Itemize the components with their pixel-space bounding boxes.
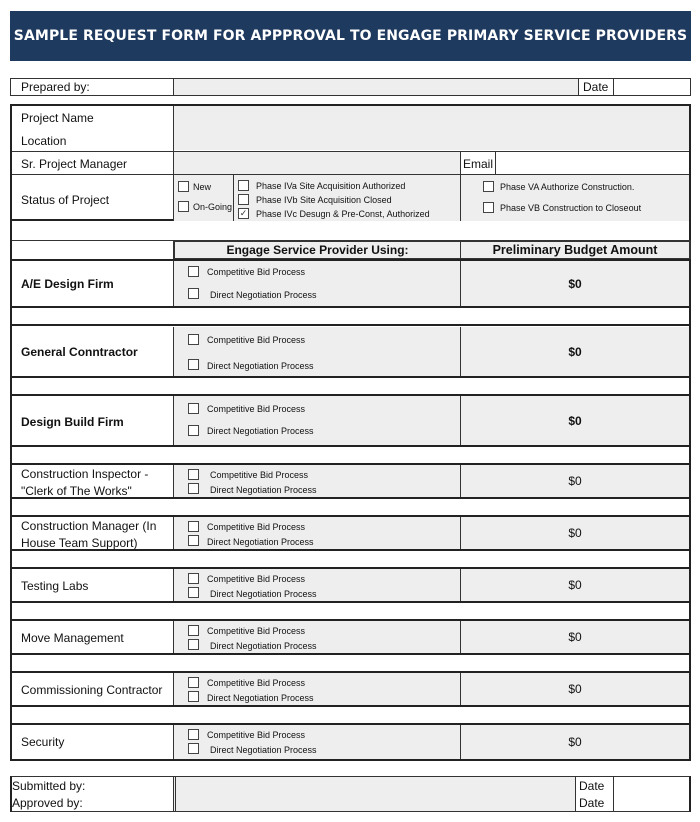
cc-label: Commissioning Contractor [21,683,163,697]
approved-date-label: Date [579,796,605,810]
sr-pm-label: Sr. Project Manager [21,157,128,171]
tl-amount[interactable]: $0 [460,569,689,601]
col-header-provider: Engage Service Provider Using: [173,240,461,259]
status-p4a-checkbox[interactable] [238,180,249,191]
tl-negotiation-checkbox[interactable] [188,587,199,598]
tl-negotiation-label: Direct Negotiation Process [210,589,317,599]
se-amount[interactable]: $0 [460,725,689,759]
ae-negotiation-label: Direct Negotiation Process [210,290,317,300]
mm-competitive-label: Competitive Bid Process [207,626,306,636]
ae-label: A/E Design Firm [21,277,114,291]
db-negotiation-label: Direct Negotiation Process [207,426,314,436]
status-p4b-checkbox[interactable] [238,194,249,205]
ci-amount[interactable]: $0 [460,465,689,497]
status-p5a-label: Phase VA Authorize Construction. [500,182,635,192]
status-p4c-label: Phase IVc Desugn & Pre-Const, Authorized [256,209,430,219]
status-new-label: New [193,182,212,192]
se-label: Security [21,735,65,749]
status-of-project-label: Status of Project [21,193,110,207]
db-negotiation-checkbox[interactable] [188,425,199,436]
email-divider [460,152,461,174]
status-ongoing-label: On-Going [193,202,233,212]
status-p5b-checkbox[interactable] [483,202,494,213]
cm-amount[interactable]: $0 [460,517,689,549]
se-negotiation-checkbox[interactable] [188,743,199,754]
email-label: Email [463,157,494,171]
tl-label: Testing Labs [21,579,89,593]
project-name-field[interactable] [174,106,689,128]
db-competitive-checkbox[interactable] [188,403,199,414]
cc-amount[interactable]: $0 [460,673,689,705]
location-field[interactable] [174,128,689,150]
sr-pm-field[interactable] [174,152,460,174]
ci-competitive-checkbox[interactable] [188,469,199,480]
db-competitive-label: Competitive Bid Process [207,404,306,414]
signature-date-field[interactable] [614,777,689,811]
cc-competitive-label: Competitive Bid Process [207,678,306,688]
ae-amount[interactable]: $0 [460,261,689,306]
cc-negotiation-checkbox[interactable] [188,691,199,702]
status-p5a-checkbox[interactable] [483,181,494,192]
ci-negotiation-checkbox[interactable] [188,483,199,494]
approved-by-label: Approved by: [12,796,83,810]
location-label: Location [21,134,67,148]
cc-competitive-checkbox[interactable] [188,677,199,688]
cm-negotiation-label: Direct Negotiation Process [207,537,314,547]
signature-field[interactable] [173,777,576,811]
col-header-budget: Preliminary Budget Amount [460,240,691,259]
ae-competitive-checkbox[interactable] [188,266,199,277]
status-p4b-label: Phase IVb Site Acquisition Closed [256,195,392,205]
cm-label-line2: House Team Support) [21,536,138,550]
db-amount[interactable]: $0 [460,396,689,445]
ci-competitive-label: Competitive Bid Process [210,470,309,480]
db-label: Design Build Firm [21,415,124,429]
gc-competitive-label: Competitive Bid Process [207,335,306,345]
form-title: SAMPLE REQUEST FORM FOR APPPROVAL TO ENGAGE PRIMARY SERVICE PROVIDERS [10,11,691,61]
ae-competitive-label: Competitive Bid Process [207,267,306,277]
mm-amount[interactable]: $0 [460,621,689,653]
prepared-by-field[interactable] [173,78,579,96]
gc-negotiation-label: Direct Negotiation Process [207,361,314,371]
tl-competitive-checkbox[interactable] [188,573,199,584]
date-label: Date [583,80,609,94]
se-competitive-checkbox[interactable] [188,729,199,740]
email-field[interactable] [496,152,689,174]
date-field[interactable] [613,78,691,96]
ci-negotiation-label: Direct Negotiation Process [210,485,317,495]
cm-competitive-checkbox[interactable] [188,521,199,532]
ae-negotiation-checkbox[interactable] [188,288,199,299]
cc-negotiation-label: Direct Negotiation Process [207,693,314,703]
cm-competitive-label: Competitive Bid Process [207,522,306,532]
cm-negotiation-checkbox[interactable] [188,535,199,546]
project-name-label: Project Name [21,111,94,125]
se-negotiation-label: Direct Negotiation Process [210,745,317,755]
mm-competitive-checkbox[interactable] [188,625,199,636]
gc-label: General Conntractor [21,345,138,359]
prepared-by-label-cell [10,78,174,96]
submitted-by-label: Submitted by: [12,779,86,793]
status-p4c-checkbox[interactable]: ✓ [239,208,248,218]
prepared-by-label: Prepared by: [21,80,90,94]
cm-label-line1: Construction Manager (In [21,519,157,533]
ci-label-line2: "Clerk of The Works" [21,484,132,498]
gc-competitive-checkbox[interactable] [188,334,199,345]
status-p5b-label: Phase VB Construction to Closeout [500,203,642,213]
gc-amount[interactable]: $0 [460,327,689,376]
ci-label-line1: Construction Inspector - [21,467,149,481]
status-divider-2 [460,175,461,221]
status-divider-1 [233,175,234,221]
se-competitive-label: Competitive Bid Process [207,730,306,740]
gc-negotiation-checkbox[interactable] [188,359,199,370]
status-new-checkbox[interactable] [178,181,189,192]
mm-label: Move Management [21,631,124,645]
tl-competitive-label: Competitive Bid Process [207,574,306,584]
mm-negotiation-label: Direct Negotiation Process [210,641,317,651]
date-label-cell [578,78,614,96]
status-p4a-label: Phase IVa Site Acquisition Authorized [256,181,406,191]
submitted-date-label: Date [579,779,605,793]
mm-negotiation-checkbox[interactable] [188,639,199,650]
status-ongoing-checkbox[interactable] [178,201,189,212]
